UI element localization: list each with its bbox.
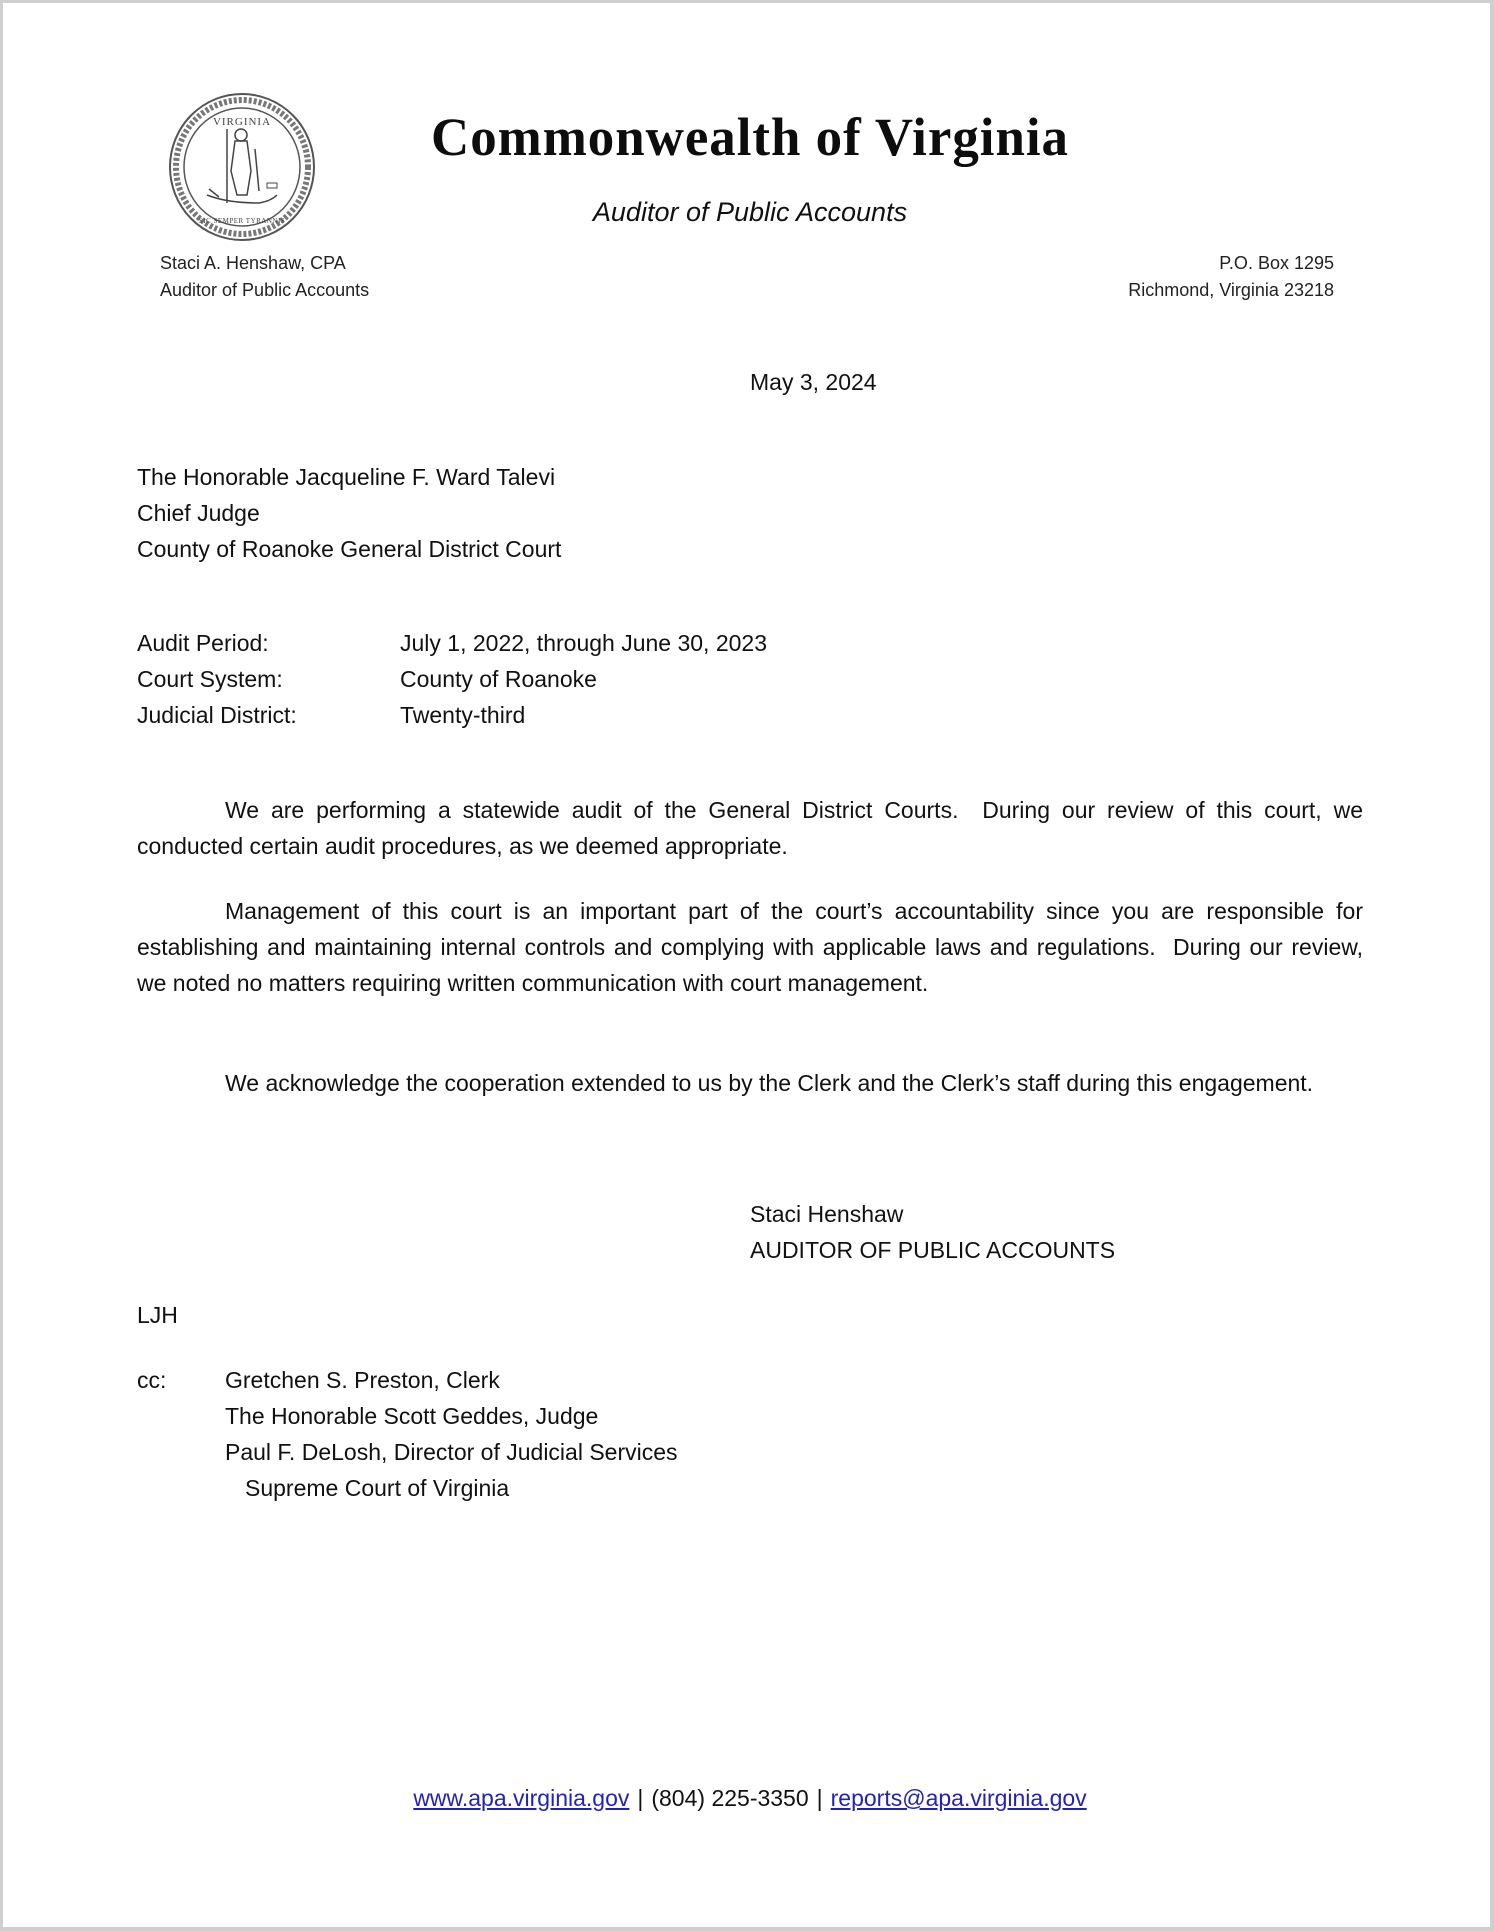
footer-separator: |: [816, 1785, 823, 1811]
court-system-label: Court System:: [137, 666, 283, 692]
po-box: P.O. Box 1295: [1219, 253, 1334, 273]
cc-row: [137, 1398, 678, 1434]
judicial-district-label: Judicial District:: [137, 702, 297, 728]
cc-label: cc:: [137, 1367, 167, 1393]
cc-row: [137, 1434, 678, 1470]
footer-contact: [3, 1780, 1494, 1816]
signature-title: AUDITOR OF PUBLIC ACCOUNTS: [750, 1237, 1116, 1263]
svg-text:VIRGINIA: VIRGINIA: [212, 116, 272, 128]
footer-separator: |: [637, 1785, 644, 1811]
cc-row: [137, 1470, 678, 1506]
recipient-court: County of Roanoke General District Court: [137, 536, 562, 562]
website-link[interactable]: www.apa.virginia.gov: [413, 1785, 630, 1811]
cc-recipient-affiliation: Supreme Court of Virginia: [245, 1475, 510, 1501]
body-paragraph-2: Management of this court is an important part of the court’s accountability since you are responsible for establishing and maintaining internal controls and complying with applicable laws and regulations. During our review, we noted no matters requiring written communication with court management.: [137, 898, 1370, 996]
audit-period-label: Audit Period:: [137, 630, 269, 656]
court-system-value: County of Roanoke: [400, 666, 597, 692]
audit-info-block: [137, 625, 767, 733]
mailing-address-block: [1128, 250, 1334, 304]
recipient-title: Chief Judge: [137, 500, 260, 526]
email-link[interactable]: reports@apa.virginia.gov: [830, 1785, 1087, 1811]
signature-name: Staci Henshaw: [750, 1201, 904, 1227]
phone-number: (804) 225-3350: [651, 1785, 809, 1811]
judicial-district-row: [137, 697, 767, 733]
audit-period-row: [137, 625, 767, 661]
auditor-name-block: [160, 250, 369, 304]
recipient-name: The Honorable Jacqueline F. Ward Talevi: [137, 464, 556, 490]
court-system-row: [137, 661, 767, 697]
city-state-zip: Richmond, Virginia 23218: [1128, 280, 1334, 300]
letter-date: May 3, 2024: [750, 369, 877, 395]
cc-row: [137, 1362, 678, 1398]
audit-period-value: July 1, 2022, through June 30, 2023: [400, 630, 768, 656]
cc-recipient: The Honorable Scott Geddes, Judge: [225, 1403, 599, 1429]
typist-initials: LJH: [137, 1302, 178, 1328]
svg-text:SIC SEMPER TYRANNIS: SIC SEMPER TYRANNIS: [198, 217, 286, 225]
recipient-block: [137, 459, 561, 567]
cc-block: [137, 1362, 678, 1506]
body-paragraph-3: We acknowledge the cooperation extended to us by the Clerk and the Clerk’s staff during this engagement.: [225, 1070, 1314, 1096]
letterhead-title: Commonwealth of Virginia: [431, 107, 1069, 167]
cc-recipient: Paul F. DeLosh, Director of Judicial Services: [225, 1439, 678, 1465]
body-paragraph-1: We are performing a statewide audit of the General District Courts. During our review of this court, we conducted certain audit procedures, as we deemed appropriate.: [137, 797, 1370, 859]
cc-recipient: Gretchen S. Preston, Clerk: [225, 1367, 500, 1393]
auditor-name: Staci A. Henshaw, CPA: [160, 253, 346, 273]
signature-block: [750, 1196, 1115, 1268]
judicial-district-value: Twenty-third: [400, 702, 526, 728]
letterhead-subtitle: Auditor of Public Accounts: [592, 197, 908, 227]
auditor-title: Auditor of Public Accounts: [160, 280, 370, 300]
